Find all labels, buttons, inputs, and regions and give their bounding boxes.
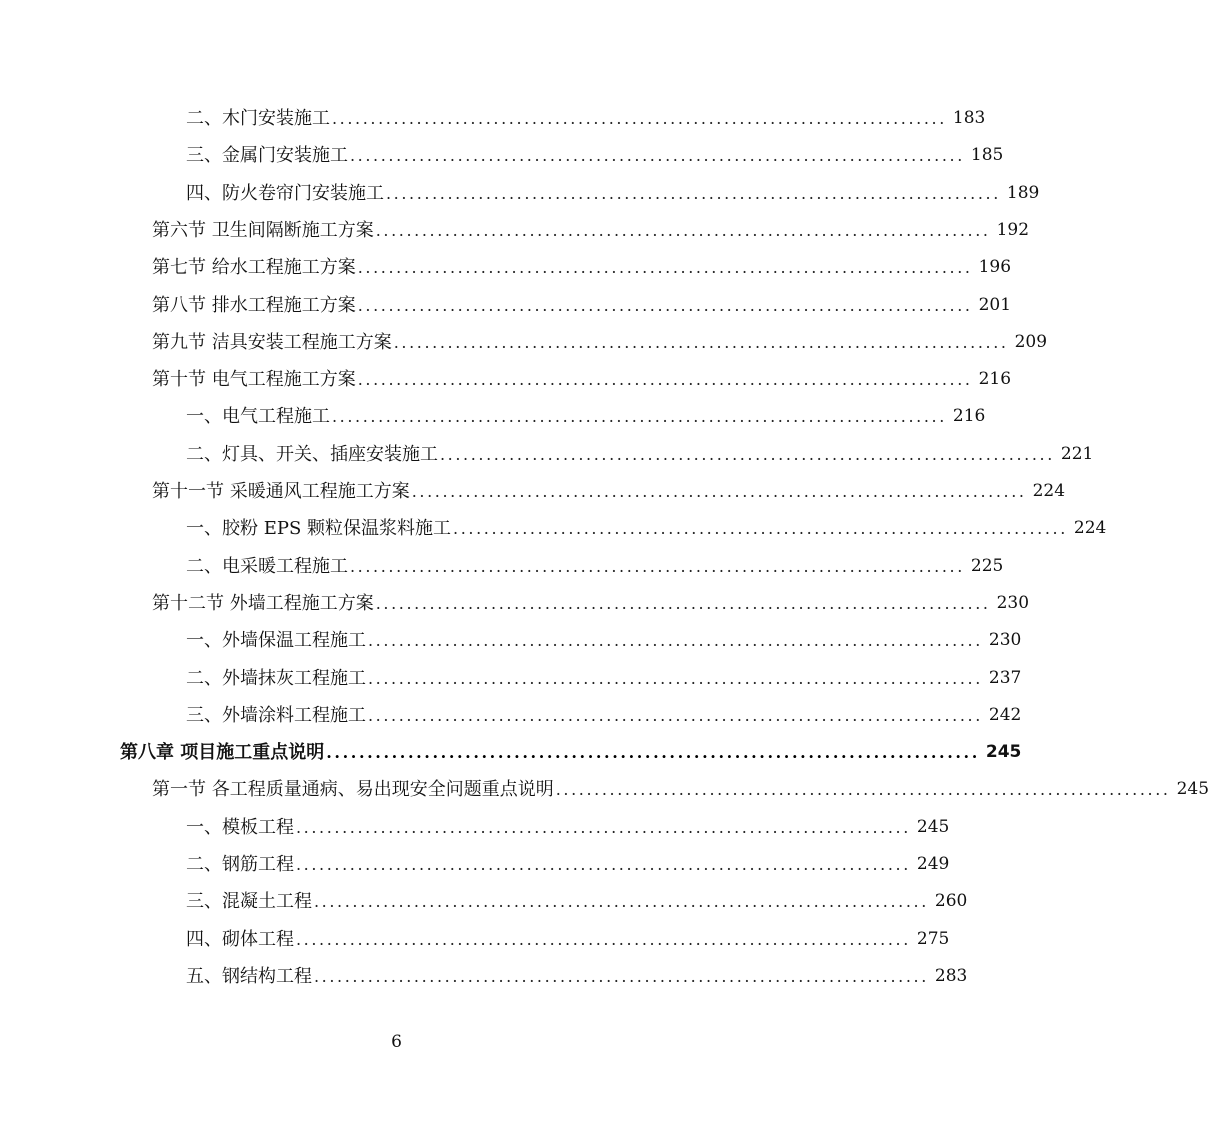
toc-entry-label: 二、木门安装施工: [186, 108, 330, 129]
toc-entry-page: 216: [978, 369, 1012, 390]
toc-entry[interactable]: [186, 548, 1004, 585]
toc-entry-label: 一、模板工程: [186, 816, 294, 838]
toc-entry[interactable]: [152, 324, 1048, 361]
toc-entry-page: 221: [1060, 443, 1094, 464]
toc-entry-page: 245: [916, 816, 950, 837]
toc-entry-label: 二、电采暖工程施工: [186, 555, 348, 577]
toc-entry-label: 一、外墙保温工程施工: [186, 630, 366, 652]
toc-leader-dots: ................................................................................: [368, 705, 983, 725]
toc-leader-dots: ................................................................................: [555, 780, 1171, 800]
toc-entry-label: 二、钢筋工程: [186, 854, 294, 875]
toc-entry-label: 三、金属门安装施工: [186, 145, 348, 167]
toc-entry-page: 249: [916, 854, 950, 874]
toc-leader-dots: ................................................................................: [296, 929, 911, 949]
toc-leader-dots: ................................................................................: [386, 183, 1001, 203]
toc-entry-page: 216: [952, 406, 986, 427]
toc-entry-page: 224: [1073, 518, 1107, 539]
toc-leader-dots: ................................................................................: [314, 892, 929, 912]
toc-leader-dots: ................................................................................: [453, 519, 1068, 539]
toc-entry-page: 245: [1176, 779, 1209, 800]
toc-entry-page: 201: [978, 294, 1012, 315]
toc-entry[interactable]: [186, 100, 986, 137]
toc-leader-dots: ................................................................................: [296, 855, 911, 874]
toc-leader-dots: ................................................................................: [350, 556, 965, 576]
toc-entry-label: 三、混凝土工程: [186, 891, 312, 913]
toc-entry-page: 237: [988, 667, 1022, 688]
toc-leader-dots: ................................................................................: [393, 332, 1009, 352]
toc-entry-label: 五、钢结构工程: [186, 965, 312, 987]
toc-entry-page: 189: [1006, 182, 1040, 203]
toc-entry[interactable]: [186, 398, 986, 435]
toc-entry-page: 196: [978, 257, 1012, 278]
toc-leader-dots: ................................................................................: [332, 407, 947, 427]
toc-leader-dots: ................................................................................: [375, 593, 991, 613]
toc-leader-dots: ................................................................................: [368, 668, 983, 688]
toc-entry[interactable]: [186, 436, 1094, 473]
toc-entry[interactable]: [152, 287, 1012, 324]
toc-entry-label: 三、外墙涂料工程施工: [186, 704, 366, 726]
toc-entry-page: 260: [934, 891, 968, 912]
toc-entry-page: 275: [916, 928, 950, 949]
toc-leader-dots: ................................................................................: [296, 817, 911, 837]
toc-leader-dots: ................................................................................: [357, 295, 973, 315]
toc-entry-label: 二、灯具、开关、插座安装施工: [186, 443, 438, 465]
toc-leader-dots: ................................................................................: [314, 966, 929, 986]
toc-leader-dots: ................................................................................: [332, 109, 947, 128]
toc-entry[interactable]: [186, 660, 1022, 697]
toc-entry[interactable]: [186, 510, 1107, 547]
toc-entry[interactable]: [186, 697, 1022, 734]
toc-entry-label: 二、外墙抹灰工程施工: [186, 667, 366, 689]
toc-entry-label: 第七节 给水工程施工方案: [152, 257, 356, 279]
toc-entry[interactable]: [152, 249, 1012, 286]
toc-entry[interactable]: [186, 846, 950, 883]
toc-entry[interactable]: [186, 921, 950, 958]
toc-entry-page: 192: [996, 219, 1030, 240]
toc-entry[interactable]: [152, 212, 1030, 249]
toc-entry-page: 209: [1014, 331, 1048, 352]
toc-entry-page: 230: [988, 630, 1022, 651]
toc-entry-page: 242: [988, 704, 1022, 725]
toc-leader-dots: ................................................................................: [411, 482, 1027, 501]
toc-entry-label: 第六节 卫生间隔断施工方案: [152, 219, 374, 241]
toc-entry[interactable]: [152, 585, 1030, 622]
page-number: 6: [391, 1032, 402, 1052]
toc-entry-label: 一、电气工程施工: [186, 406, 330, 428]
toc-entry[interactable]: [152, 473, 1066, 510]
toc-entry[interactable]: [186, 622, 1022, 659]
toc-entry-label: 四、防火卷帘门安装施工: [186, 182, 384, 204]
toc-entry-label: 第八章 项目施工重点说明: [120, 742, 325, 764]
toc-entry[interactable]: [186, 958, 968, 995]
toc-entry-label: 第一节 各工程质量通病、易出现安全问题重点说明: [152, 779, 554, 801]
toc-entry-page: 225: [970, 555, 1004, 576]
toc-leader-dots: ................................................................................: [357, 370, 973, 390]
toc-entry-page: 230: [996, 592, 1030, 613]
toc-entry-page: 183: [952, 108, 986, 128]
toc-entry-label: 第八节 排水工程施工方案: [152, 294, 356, 316]
toc-leader-dots: ................................................................................: [368, 631, 983, 651]
toc-entry-label: 第九节 洁具安装工程施工方案: [152, 331, 392, 353]
toc-entry-page: 185: [970, 145, 1004, 166]
toc-leader-dots: ................................................................................: [440, 444, 1055, 464]
toc-entry-label: 第十二节 外墙工程施工方案: [152, 592, 374, 614]
toc-entry-page: 283: [934, 965, 968, 986]
toc-entry[interactable]: [186, 883, 968, 920]
toc-entry[interactable]: [152, 771, 1209, 808]
toc-entry-label: 第十一节 采暖通风工程施工方案: [152, 481, 410, 502]
toc-leader-dots: ................................................................................: [357, 258, 973, 278]
toc-entry-page: 224: [1032, 481, 1066, 501]
toc-entry-label: 四、砌体工程: [186, 928, 294, 950]
toc-entry[interactable]: [120, 734, 1022, 771]
toc-leader-dots: ................................................................................: [326, 743, 980, 763]
toc-entry[interactable]: [186, 137, 1004, 174]
toc-leader-dots: ................................................................................: [375, 220, 991, 240]
toc-entry[interactable]: [152, 361, 1012, 398]
toc-entry-page: 245: [985, 742, 1022, 763]
toc-entry-label: 第十节 电气工程施工方案: [152, 369, 356, 391]
toc-entry[interactable]: [186, 175, 1040, 212]
toc-entry-label: 一、胶粉 EPS 颗粒保温浆料施工: [186, 518, 452, 540]
toc-leader-dots: ................................................................................: [350, 146, 965, 166]
toc-entry[interactable]: [186, 809, 950, 846]
